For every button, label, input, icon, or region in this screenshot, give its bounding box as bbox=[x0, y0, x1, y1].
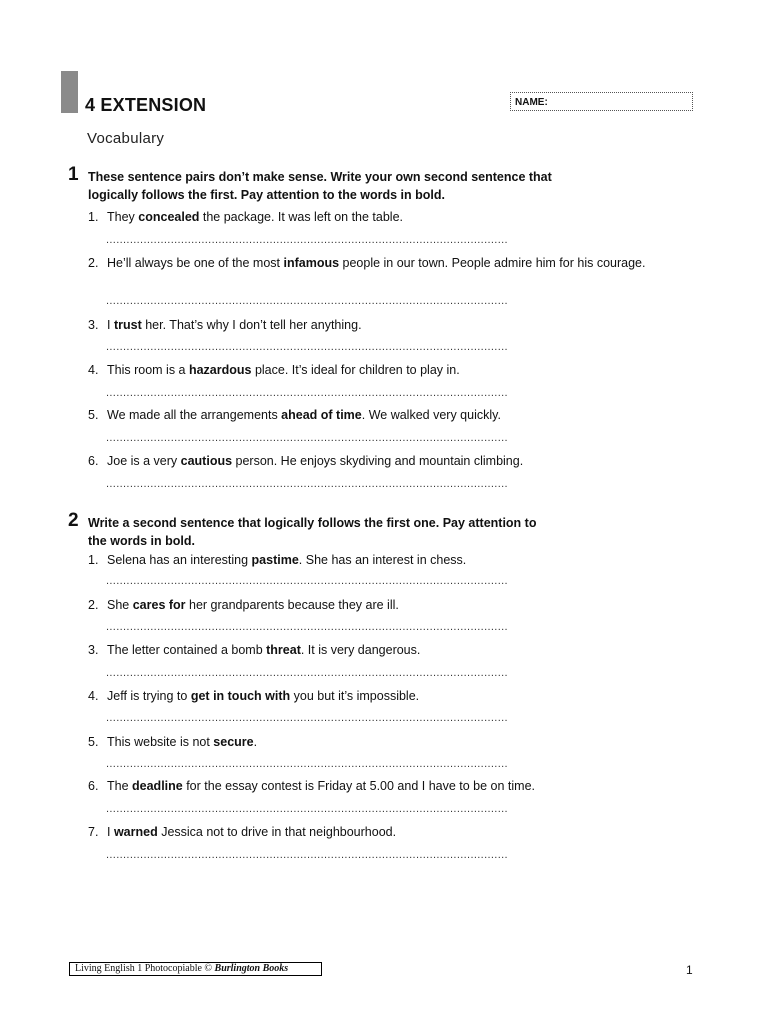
exercise-item: 3. I trust her. That’s why I don’t tell her anything. bbox=[88, 318, 362, 332]
answer-line[interactable]: ...................................................................................................................... bbox=[106, 341, 508, 353]
footer-copyright: Living English 1 Photocopiable © Burlington Books bbox=[75, 963, 289, 974]
unit-tab-marker bbox=[61, 71, 78, 113]
exercise-item: 4. Jeff is trying to get in touch with you but it’s impossible. bbox=[88, 689, 420, 703]
answer-line[interactable]: ...................................................................................................................... bbox=[106, 575, 508, 587]
exercise-number: 1 bbox=[68, 164, 79, 185]
exercise-number: 2 bbox=[68, 510, 79, 531]
answer-line[interactable]: ...................................................................................................................... bbox=[106, 432, 508, 444]
section-title: Vocabulary bbox=[87, 130, 165, 147]
exercise-item: 7. I warned Jessica not to drive in that neighbourhood. bbox=[88, 825, 397, 839]
exercise-item: 5. This website is not secure. bbox=[88, 735, 258, 749]
answer-line[interactable]: ...................................................................................................................... bbox=[106, 621, 508, 633]
exercise-item: 4. This room is a hazardous place. It’s ideal for children to play in. bbox=[88, 363, 460, 377]
exercise-item: 1. They concealed the package. It was left on the table. bbox=[88, 210, 404, 224]
exercise-instruction: These sentence pairs don’t make sense. Write your own second sentence that logically follows the first. Pay attention to the words in bold. bbox=[88, 170, 552, 202]
exercise-item: 5. We made all the arrangements ahead of time. We walked very quickly. bbox=[88, 408, 501, 422]
exercise-item: 2. He’ll always be one of the most infamous people in our town. People admire him for his courage. bbox=[88, 256, 646, 270]
page-number: 1 bbox=[686, 963, 693, 977]
exercise-item: 3. The letter contained a bomb threat. It is very dangerous. bbox=[88, 643, 421, 657]
answer-line[interactable]: ...................................................................................................................... bbox=[106, 478, 508, 490]
exercise-item: 6. The deadline for the essay contest is Friday at 5.00 and I have to be on time. bbox=[88, 779, 536, 793]
exercise-instruction: Write a second sentence that logically follows the first one. Pay attention to the words in bold. bbox=[88, 516, 537, 548]
name-label: NAME: bbox=[515, 97, 548, 108]
answer-line[interactable]: ...................................................................................................................... bbox=[106, 295, 508, 307]
answer-line[interactable]: ...................................................................................................................... bbox=[106, 387, 508, 399]
answer-line[interactable]: ...................................................................................................................... bbox=[106, 849, 508, 861]
answer-line[interactable]: ...................................................................................................................... bbox=[106, 712, 508, 724]
answer-line[interactable]: ...................................................................................................................... bbox=[106, 758, 508, 770]
answer-line[interactable]: ...................................................................................................................... bbox=[106, 234, 508, 246]
exercise-item: 6. Joe is a very cautious person. He enjoys skydiving and mountain climbing. bbox=[88, 454, 524, 468]
unit-title: 4 EXTENSION bbox=[85, 95, 207, 115]
exercise-item: 2. She cares for her grandparents because they are ill. bbox=[88, 598, 399, 612]
exercise-item: 1. Selena has an interesting pastime. She has an interest in chess. bbox=[88, 553, 467, 567]
answer-line[interactable]: ...................................................................................................................... bbox=[106, 803, 508, 815]
answer-line[interactable]: ...................................................................................................................... bbox=[106, 667, 508, 679]
